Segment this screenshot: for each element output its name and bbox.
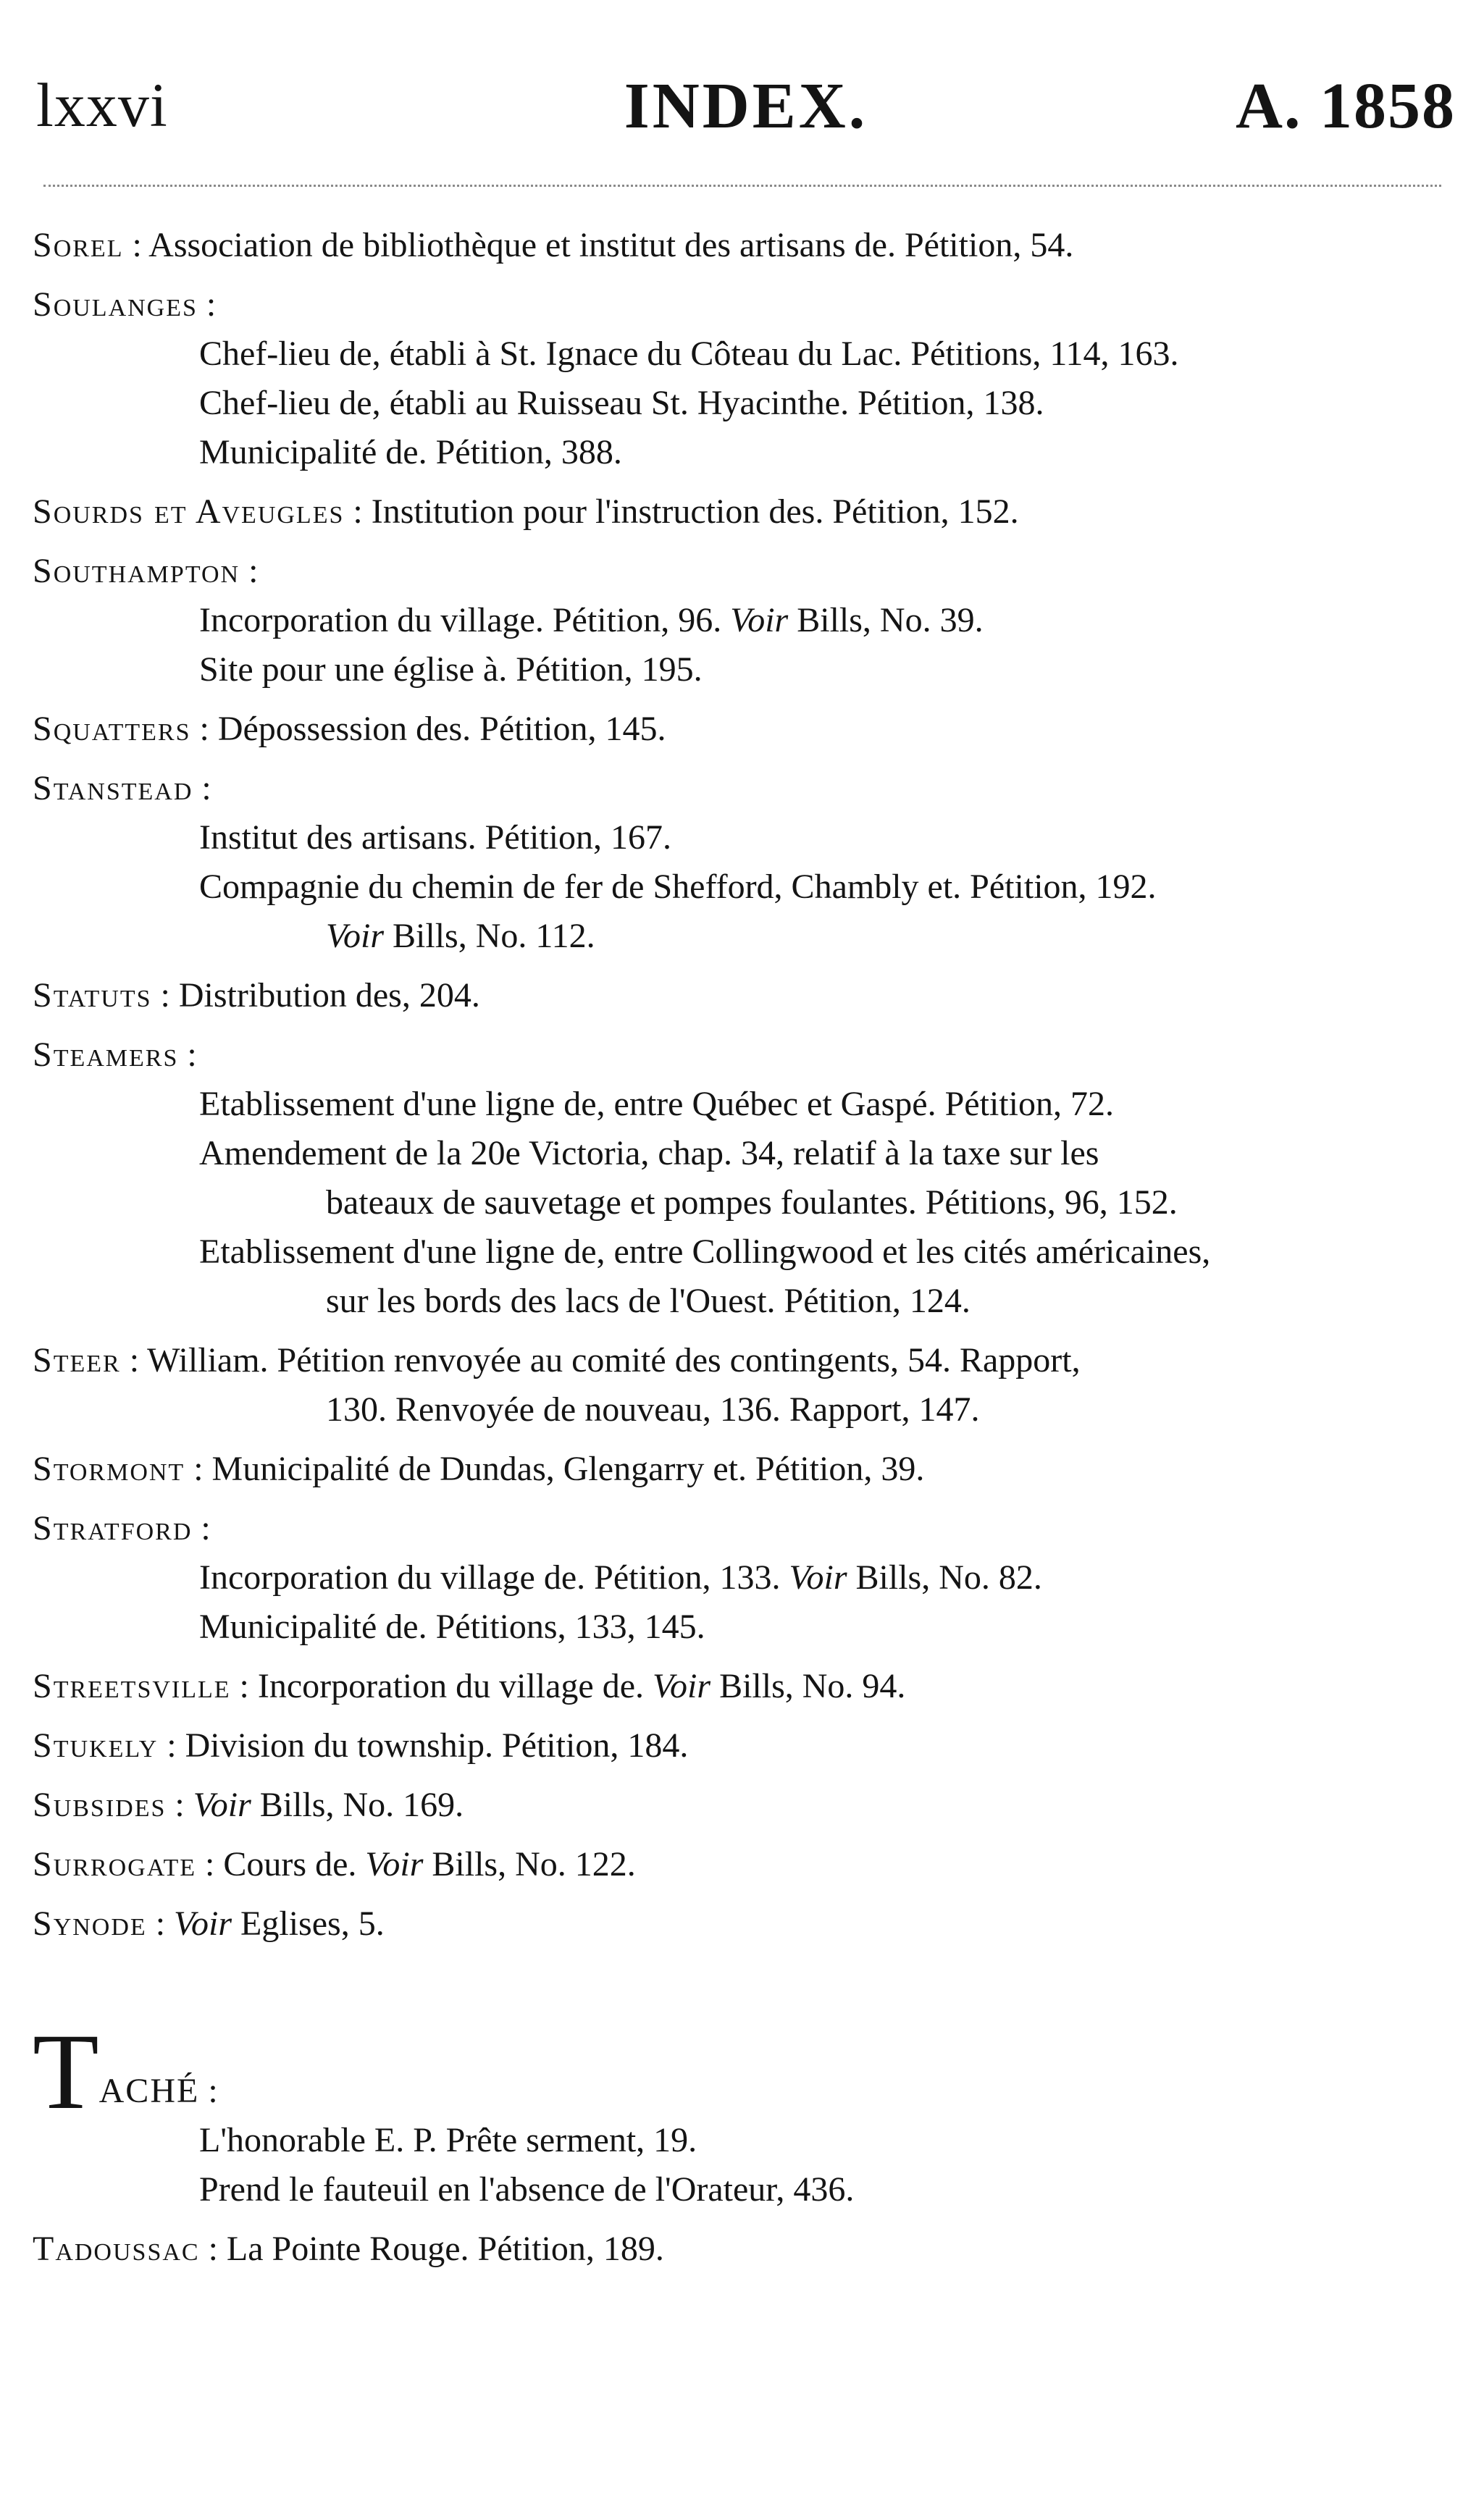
page-header: [36, 69, 1456, 148]
entry-head: Synode: [33, 1904, 147, 1943]
entry-stukely: [33, 1721, 1470, 1771]
entry-sep: :: [155, 1904, 166, 1943]
entry-sep: :: [201, 1509, 211, 1547]
entry-stanstead: [33, 764, 1470, 961]
entry-line: [33, 912, 1470, 961]
entry-text: : Division du township. Pétition, 184.: [167, 1726, 689, 1765]
entry-line: Municipalité de. Pétitions, 133, 145.: [199, 1608, 705, 1646]
entry-text: : William. Pétition renvoyée au comité des contingents, 54. Rapport,: [129, 1341, 1081, 1379]
entry-head: Sourds et Aveugles: [33, 492, 345, 531]
entry-surrogate: [33, 1840, 1470, 1889]
entry-text: Bills, No. 122.: [432, 1845, 636, 1883]
entry-text: Eglises, 5.: [240, 1904, 385, 1943]
entry-line: bateaux de sauvetage et pompes foulantes. Pétitions, 96, 152.: [326, 1183, 1178, 1222]
drop-initial: T: [33, 2012, 99, 2132]
voir-reference: Voir: [653, 1667, 711, 1705]
entry-line-text: Incorporation du village de. Pétition, 133.: [199, 1558, 781, 1597]
entry-head: Stormont: [33, 1450, 185, 1488]
entry-statuts: [33, 971, 1470, 1020]
entry-head: Statuts: [33, 976, 152, 1015]
entry-line: Etablissement d'une ligne de, entre Collingwood et les cités américaines,: [199, 1232, 1211, 1271]
entry-soulanges: [33, 280, 1470, 477]
entry-southampton: [33, 547, 1470, 694]
entry-stormont: [33, 1445, 1470, 1494]
voir-reference: Voir: [365, 1845, 424, 1883]
entry-head: Stratford: [33, 1509, 193, 1547]
entry-line: Chef-lieu de, établi au Ruisseau St. Hyacinthe. Pétition, 138.: [199, 384, 1044, 422]
page-year: A. 1858: [1236, 70, 1456, 142]
entry-text: : Association de bibliothèque et institut des artisans de. Pétition, 54.: [132, 226, 1074, 264]
entry-head: Surrogate: [33, 1845, 197, 1883]
entry-text: Bills, No. 94.: [719, 1667, 906, 1705]
page-number: lxxvi: [36, 70, 168, 140]
voir-reference: Voir: [326, 917, 385, 955]
entry-text: : Cours de.: [205, 1845, 357, 1883]
entry-sep: :: [175, 1786, 185, 1824]
entry-sourds: [33, 487, 1470, 537]
entry-head: Subsides: [33, 1786, 167, 1824]
entry-sep: :: [206, 285, 217, 324]
entry-squatters: [33, 705, 1470, 754]
entry-head: Streetsville: [33, 1667, 231, 1705]
entry-subsides: [33, 1781, 1470, 1830]
entry-line: 130. Renvoyée de nouveau, 136. Rapport, 147.: [326, 1390, 980, 1429]
entry-streetsville: [33, 1662, 1470, 1711]
entry-line-text: Incorporation du village. Pétition, 96.: [199, 601, 722, 639]
entry-head: Tadoussac: [33, 2230, 200, 2268]
entry-head: ACHÉ: [98, 2072, 200, 2110]
entry-text: : Distribution des, 204.: [160, 976, 480, 1015]
entry-line-text: Bills, No. 39.: [797, 601, 984, 639]
entry-line: Prend le fauteuil en l'absence de l'Orateur, 436.: [199, 2170, 855, 2209]
index-entries: [33, 221, 1470, 2284]
entry-line-text: Bills, No. 82.: [855, 1558, 1042, 1597]
entry-line: Site pour une église à. Pétition, 195.: [199, 650, 703, 689]
entry-sep: :: [201, 769, 211, 807]
page-title: INDEX.: [624, 70, 868, 142]
entry-line: Institut des artisans. Pétition, 167.: [199, 818, 671, 857]
entry-head: Squatters: [33, 710, 191, 748]
entry-text: : Dépossession des. Pétition, 145.: [199, 710, 666, 748]
entry-line: sur les bords des lacs de l'Ouest. Pétition, 124.: [326, 1282, 971, 1320]
entry-sep: :: [248, 552, 259, 590]
entry-stratford: [33, 1504, 1470, 1652]
entry-sep: :: [208, 2072, 218, 2110]
entry-line: Compagnie du chemin de fer de Shefford, Chambly et. Pétition, 192.: [199, 868, 1157, 906]
entry-sep: :: [187, 1036, 197, 1074]
entry-head: Stukely: [33, 1726, 159, 1765]
entry-tache: [33, 2012, 1470, 2214]
entry-line: Municipalité de. Pétition, 388.: [199, 433, 622, 471]
entry-head: Stanstead: [33, 769, 193, 807]
entry-line: Amendement de la 20e Victoria, chap. 34, relatif à la taxe sur les: [199, 1134, 1099, 1172]
entry-head: Southampton: [33, 552, 240, 590]
voir-reference: Voir: [730, 601, 789, 639]
entry-steamers: [33, 1030, 1470, 1326]
entry-steer: [33, 1336, 1470, 1435]
entry-line: [33, 1553, 1470, 1603]
entry-text: : Incorporation du village de.: [239, 1667, 645, 1705]
voir-reference: Voir: [193, 1786, 251, 1824]
entry-line: L'honorable E. P. Prête serment, 19.: [199, 2121, 697, 2159]
entry-head: Steer: [33, 1341, 121, 1379]
entry-synode: [33, 1899, 1470, 1949]
entry-line: [33, 596, 1470, 645]
entry-line: Etablissement d'une ligne de, entre Québec et Gaspé. Pétition, 72.: [199, 1085, 1114, 1123]
entry-text: : Municipalité de Dundas, Glengarry et. Pétition, 39.: [193, 1450, 925, 1488]
entry-sorel: [33, 221, 1470, 270]
entry-text: Bills, No. 169.: [259, 1786, 464, 1824]
entry-text: : Institution pour l'instruction des. Pétition, 152.: [353, 492, 1019, 531]
header-rule: [43, 185, 1441, 187]
entry-tadoussac: [33, 2225, 1470, 2274]
entry-head: Steamers: [33, 1036, 179, 1074]
entry-line: Chef-lieu de, établi à St. Ignace du Côteau du Lac. Pétitions, 114, 163.: [199, 335, 1179, 373]
voir-reference: Voir: [174, 1904, 232, 1943]
entry-text: : La Pointe Rouge. Pétition, 189.: [208, 2230, 664, 2268]
voir-reference: Voir: [789, 1558, 847, 1597]
entry-head: Soulanges: [33, 285, 198, 324]
entry-head: Sorel: [33, 226, 124, 264]
entry-line-text: Bills, No. 112.: [393, 917, 595, 955]
